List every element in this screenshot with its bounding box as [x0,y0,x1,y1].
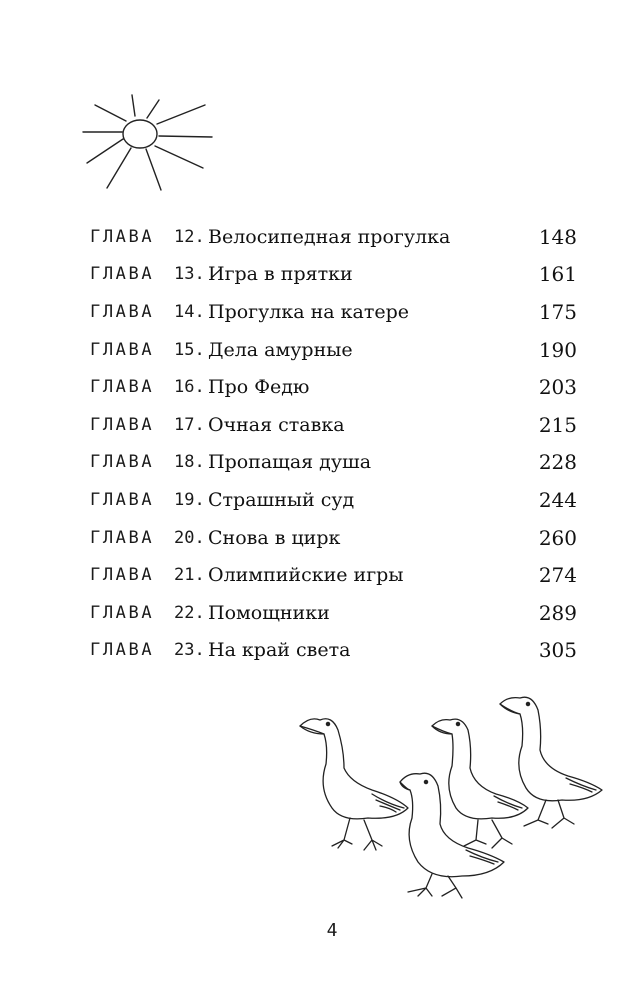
chapter-number: 23. [174,640,205,661]
goose-1 [300,719,408,850]
chapter-page-number: 161 [538,262,577,287]
chapter-prefix: ГЛАВА [90,602,155,623]
toc-row [90,594,580,632]
geese-illustration [292,690,612,905]
chapter-page-number: 175 [538,299,577,324]
chapter-number: 22. [174,602,205,623]
toc-row [90,256,580,294]
toc-row [90,293,580,331]
chapter-prefix: ГЛАВА [90,377,155,398]
toc-row [90,368,580,406]
toc-row [90,519,580,557]
chapter-page-number: 289 [538,600,577,625]
chapter-prefix: ГЛАВА [90,226,155,247]
chapter-prefix: ГЛАВА [90,565,155,586]
chapter-page-number: 305 [538,638,577,663]
table-of-contents [90,218,580,669]
chapter-number: 15. [174,339,205,360]
goose-2 [432,719,528,848]
chapter-number: 12. [174,226,205,247]
chapter-title: Дела амурные [208,338,353,361]
chapter-page-number: 203 [538,375,577,400]
toc-row [90,481,580,519]
chapter-number: 16. [174,377,205,398]
chapter-number: 13. [174,264,205,285]
chapter-prefix: ГЛАВА [90,414,155,435]
chapter-title: Помощники [208,601,330,624]
toc-row [90,444,580,482]
toc-row [90,331,580,369]
toc-row [90,406,580,444]
page-number: 4 [326,920,338,941]
chapter-page-number: 244 [538,487,577,512]
sun-illustration [75,90,225,200]
chapter-title: Пропащая душа [208,451,372,474]
toc-row [90,632,580,670]
chapter-page-number: 190 [538,337,577,362]
chapter-title: Олимпийские игры [208,564,404,587]
chapter-page-number: 274 [538,563,577,588]
chapter-prefix: ГЛАВА [90,489,155,510]
chapter-prefix: ГЛАВА [90,527,155,548]
chapter-title: Про Федю [208,376,310,399]
chapter-number: 21. [174,565,205,586]
chapter-page-number: 215 [538,412,577,437]
chapter-number: 20. [174,527,205,548]
chapter-page-number: 228 [538,450,577,475]
chapter-title: Снова в цирк [208,526,341,549]
chapter-number: 19. [174,489,205,510]
chapter-title: Прогулка на катере [208,300,410,323]
chapter-number: 14. [174,301,205,322]
chapter-title: На край света [208,639,351,662]
chapter-prefix: ГЛАВА [90,339,155,360]
chapter-page-number: 260 [538,525,577,550]
chapter-prefix: ГЛАВА [90,301,155,322]
toc-row [90,556,580,594]
chapter-title: Велосипедная прогулка [208,225,451,248]
chapter-prefix: ГЛАВА [90,640,155,661]
toc-row [90,218,580,256]
chapter-prefix: ГЛАВА [90,452,155,473]
chapter-number: 17. [174,414,205,435]
chapter-title: Страшный суд [208,488,355,511]
chapter-page-number: 148 [538,224,577,249]
goose-4 [400,773,504,898]
chapter-number: 18. [174,452,205,473]
chapter-title: Игра в прятки [208,263,353,286]
chapter-prefix: ГЛАВА [90,264,155,285]
chapter-title: Очная ставка [208,413,345,436]
